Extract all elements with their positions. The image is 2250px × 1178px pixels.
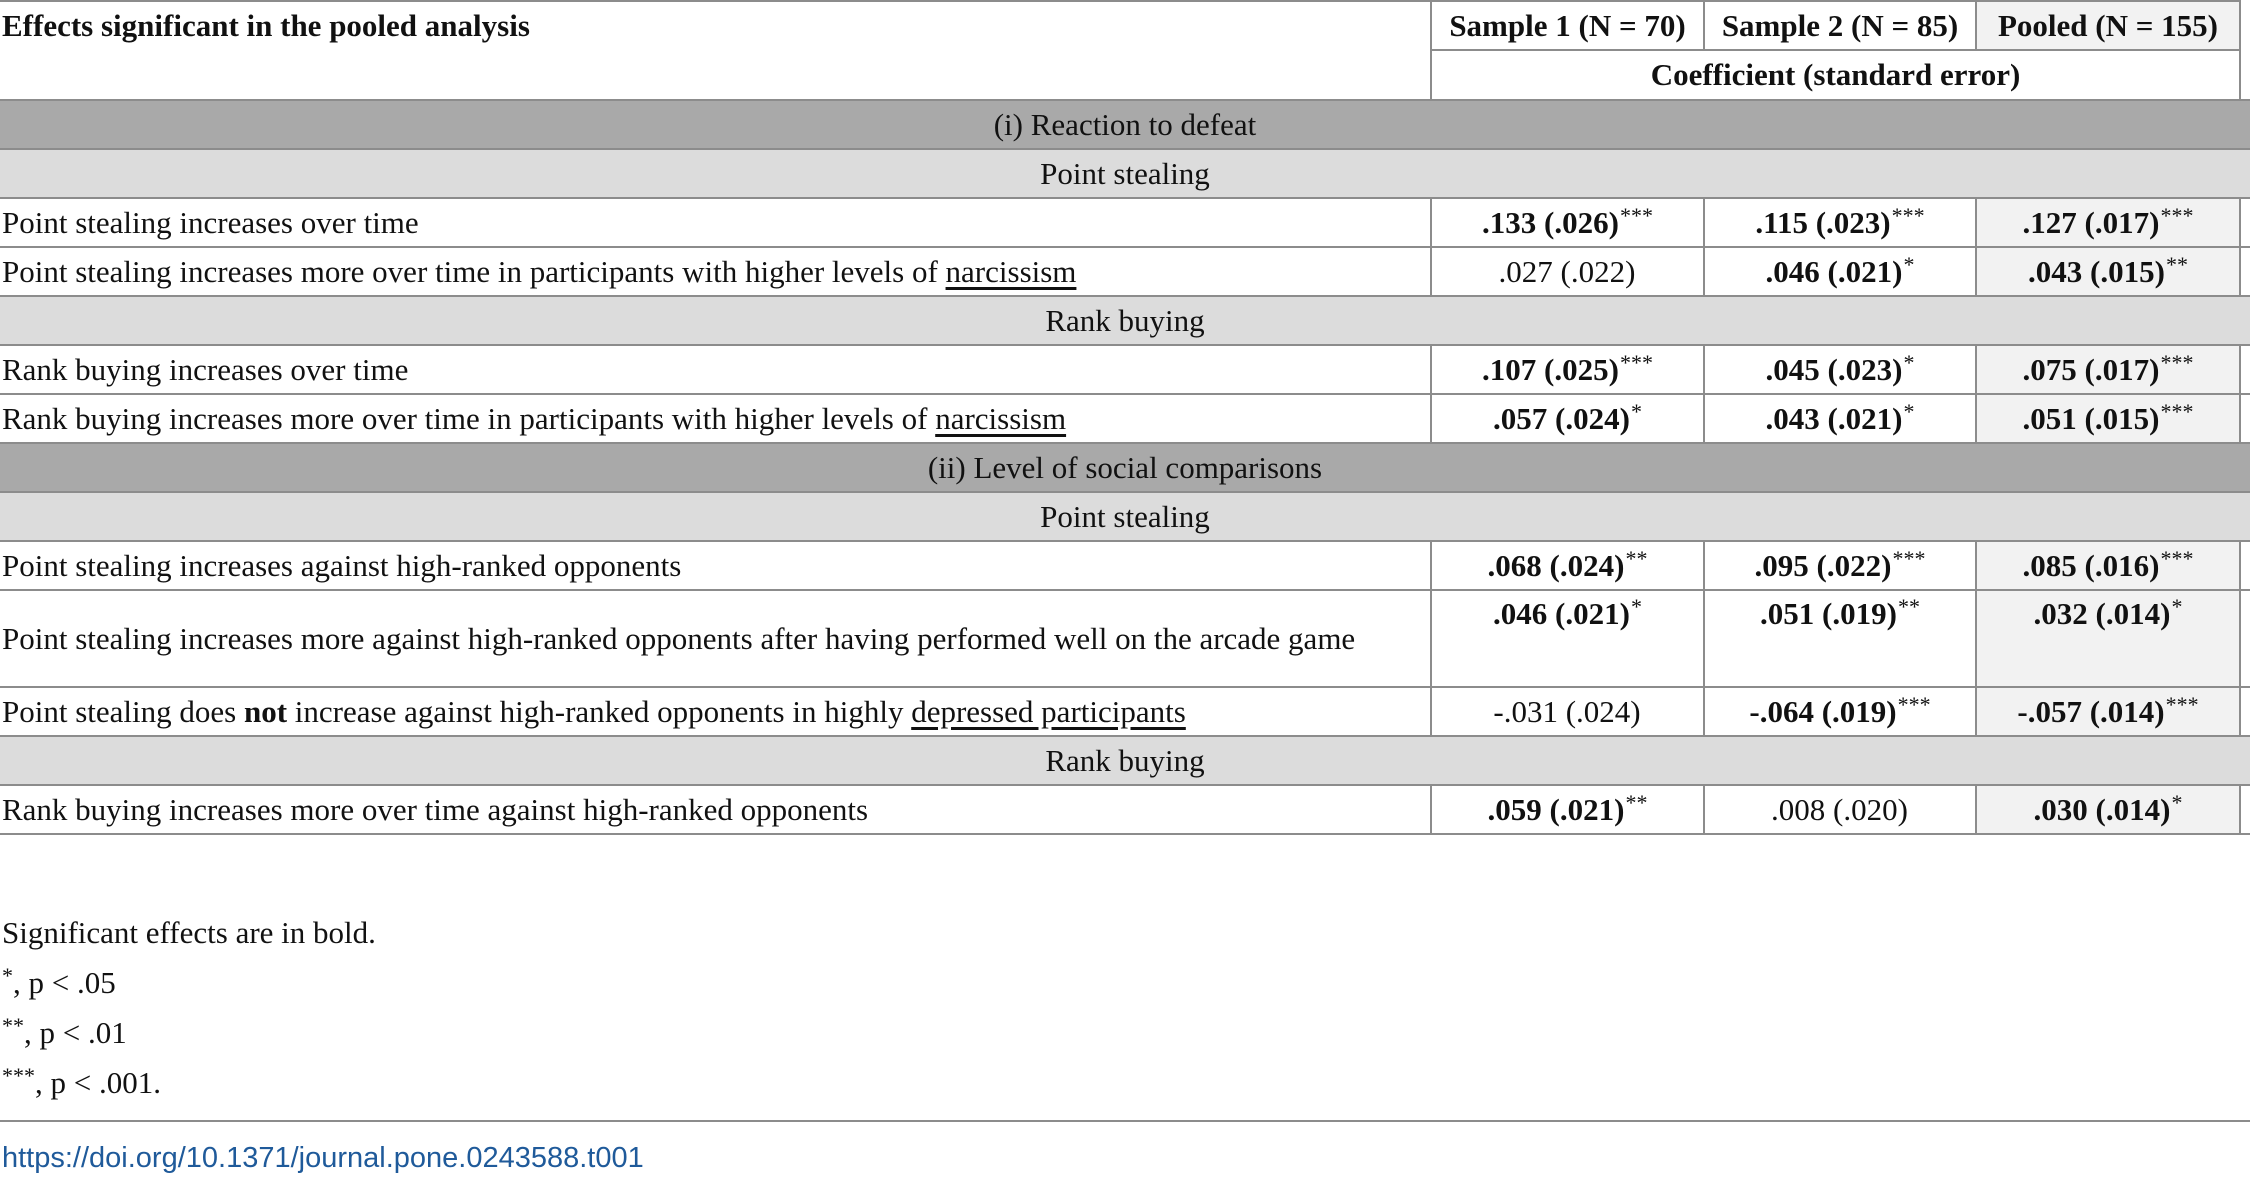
pooled-value: .043 (.015)** [1976,247,2240,296]
narcissism-term: narcissism [945,253,1077,289]
row-label: Rank buying increases over time [0,345,1431,394]
subsection-point-stealing: Point stealing [0,149,2250,198]
sample1-value: .057 (.024)* [1431,394,1704,443]
section-row [0,100,2250,149]
subsection-point-stealing: Point stealing [0,492,2250,541]
row-label: Point stealing increases over time [0,198,1431,247]
sample2-value: -.064 (.019)*** [1704,687,1976,736]
sample2-value: .095 (.022)*** [1704,541,1976,590]
table-row [0,247,2250,296]
footnote-p01: **, p < .01 [2,1013,127,1050]
sample1-value: .059 (.021)** [1431,785,1704,834]
sample2-value: .051 (.019)** [1704,590,1976,687]
row-label: Rank buying increases more over time in participants with higher levels of narcissism [0,394,1431,443]
sample1-value: .107 (.025)*** [1431,345,1704,394]
pooled-value: .075 (.017)*** [1976,345,2240,394]
sample1-value: .133 (.026)*** [1431,198,1704,247]
sample2-value: .045 (.023)* [1704,345,1976,394]
sample1-value: .046 (.021)* [1431,590,1704,687]
pooled-value: .127 (.017)*** [1976,198,2240,247]
table-row [0,394,2250,443]
table-row [0,345,2250,394]
table-footnotes [2,908,376,1108]
table-row [0,785,2250,834]
header-row [0,1,2250,50]
table-row [0,198,2250,247]
table-title: Effects significant in the pooled analysis [0,1,1431,100]
sample1-value: .068 (.024)** [1431,541,1704,590]
table-row [0,687,2250,736]
footnote-p001: ***, p < .001. [2,1063,161,1100]
col-header-sample2: Sample 2 (N = 85) [1704,1,1976,50]
table-row [0,590,2250,687]
row-label: Rank buying increases more over time against high-ranked opponents [0,785,1431,834]
section-social-comparisons: (ii) Level of social comparisons [0,443,2250,492]
subsection-rank-buying: Rank buying [0,296,2250,345]
footnote-p05: *, p < .05 [2,963,116,1000]
pooled-value: -.057 (.014)*** [1976,687,2240,736]
divider [0,1120,2250,1122]
row-label: Point stealing increases against high-ranked opponents [0,541,1431,590]
subsection-rank-buying: Rank buying [0,736,2250,785]
coefficient-subheader: Coefficient (standard error) [1431,50,2240,100]
sample2-value: .008 (.020) [1704,785,1976,834]
bold-note: Significant effects are in bold. [2,915,376,950]
col-header-sample1: Sample 1 (N = 70) [1431,1,1704,50]
table-row [0,541,2250,590]
spacer-cell [2240,1,2250,100]
sample2-value: .046 (.021)* [1704,247,1976,296]
section-row [0,443,2250,492]
row-label: Point stealing increases more against high-ranked opponents after having performed well on the arcade game [0,590,1431,687]
sample1-value: .027 (.022) [1431,247,1704,296]
subsection-row [0,149,2250,198]
col-header-pooled: Pooled (N = 155) [1976,1,2240,50]
sample2-value: .043 (.021)* [1704,394,1976,443]
row-label: Point stealing does not increase against high-ranked opponents in highly depressed participants [0,687,1431,736]
doi-link[interactable]: https://doi.org/10.1371/journal.pone.0243588.t001 [2,1142,644,1174]
sample2-value: .115 (.023)*** [1704,198,1976,247]
subsection-row [0,492,2250,541]
narcissism-term: narcissism [935,400,1067,436]
section-reaction-to-defeat: (i) Reaction to defeat [0,100,2250,149]
not-emphasis: not [243,693,288,729]
pooled-value: .051 (.015)*** [1976,394,2240,443]
row-label: Point stealing increases more over time in participants with higher levels of narcissism [0,247,1431,296]
pooled-value: .030 (.014)* [1976,785,2240,834]
depressed-participants-term: depressed participants [911,693,1186,729]
pooled-value: .085 (.016)*** [1976,541,2240,590]
sample1-value: -.031 (.024) [1431,687,1704,736]
subsection-row [0,296,2250,345]
pooled-value: .032 (.014)* [1976,590,2240,687]
subsection-row [0,736,2250,785]
